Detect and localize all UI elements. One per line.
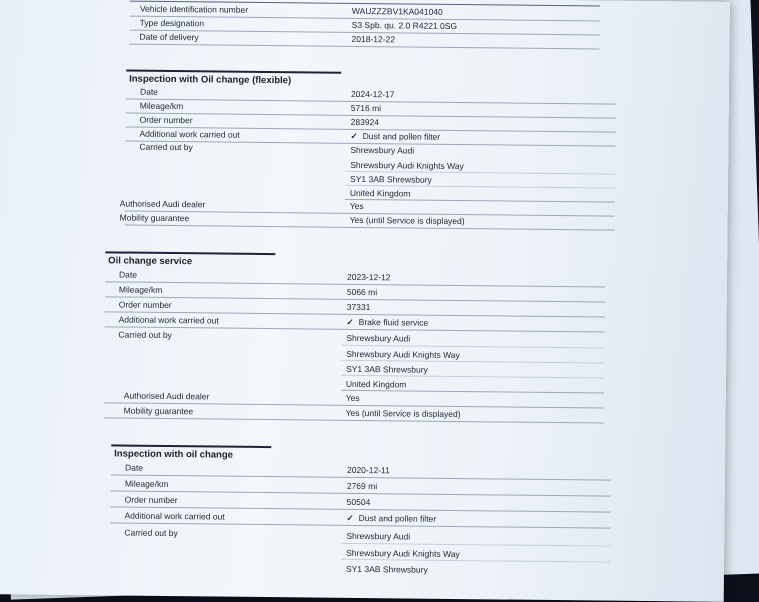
dealer-label: Authorised Audi dealer bbox=[119, 198, 206, 210]
carried-value: United Kingdom bbox=[349, 187, 411, 199]
order-label: Order number bbox=[118, 299, 172, 311]
mileage-value: 5066 mi bbox=[346, 286, 378, 298]
carried-value: SY1 3AB Shrewsbury bbox=[345, 563, 428, 575]
service-title-2: Oil change service bbox=[108, 255, 193, 268]
delivery-value: 2018-12-22 bbox=[351, 33, 396, 45]
additional-value: Dust and pollen filter bbox=[358, 512, 437, 524]
additional-value-wrap bbox=[347, 316, 429, 330]
date-label: Date bbox=[119, 269, 138, 280]
carried-label: Carried out by bbox=[124, 527, 178, 539]
dealer-value: Yes bbox=[349, 200, 364, 212]
date-value: 2023-12-12 bbox=[347, 271, 391, 283]
mobility-value: Yes (until Service is displayed) bbox=[349, 214, 465, 227]
mileage-label: Mileage/km bbox=[139, 100, 184, 112]
carried-value: SY1 3AB Shrewsbury bbox=[350, 173, 432, 185]
additional-value: Brake fluid service bbox=[358, 316, 429, 328]
vehicle-data-section bbox=[129, 0, 600, 54]
additional-row bbox=[110, 509, 610, 528]
carried-value: Shrewsbury Audi Knights Way bbox=[346, 348, 460, 361]
additional-value: Dust and pollen filter bbox=[362, 131, 441, 142]
section-rule bbox=[105, 251, 275, 255]
date-value: 2020-12-11 bbox=[346, 464, 390, 476]
additional-value-wrap bbox=[346, 512, 436, 526]
carried-label: Carried out by bbox=[139, 141, 193, 153]
order-label: Order number bbox=[124, 494, 178, 506]
check-icon: ✓ bbox=[350, 130, 358, 141]
type-value: S3 Spb. qu. 2.0 R4221 0SG bbox=[351, 19, 458, 31]
mobility-label: Mobility guarantee bbox=[123, 405, 194, 417]
additional-label: Additional work carried out bbox=[139, 128, 240, 140]
service-title-3: Inspection with oil change bbox=[114, 448, 234, 461]
vin-value: WAUZZZBV1KA041040 bbox=[351, 5, 443, 17]
order-value: 50504 bbox=[346, 496, 371, 508]
order-label: Order number bbox=[139, 114, 193, 126]
mobility-label: Mobility guarantee bbox=[119, 212, 190, 224]
mileage-label: Mileage/km bbox=[118, 284, 163, 295]
dealer-value: Yes bbox=[345, 392, 360, 403]
service-section-3 bbox=[110, 444, 611, 589]
carried-value: Shrewsbury Audi bbox=[346, 332, 411, 344]
service-section-1 bbox=[119, 70, 616, 245]
order-value: 37331 bbox=[346, 301, 371, 313]
carried-value: Shrewsbury Audi Knights Way bbox=[346, 547, 460, 560]
carried-line bbox=[341, 362, 604, 379]
carried-line bbox=[341, 332, 604, 349]
additional-value-wrap bbox=[350, 130, 440, 144]
type-label: Type designation bbox=[139, 17, 205, 29]
date-label: Date bbox=[139, 86, 159, 97]
date-label: Date bbox=[124, 462, 144, 473]
mileage-value: 2769 mi bbox=[346, 480, 378, 492]
mobility-value: Yes (until Service is displayed) bbox=[345, 407, 461, 420]
vin-label: Vehicle identification number bbox=[139, 3, 249, 15]
carried-line bbox=[341, 530, 610, 547]
mileage-value: 5716 mi bbox=[350, 102, 382, 114]
carried-value: Shrewsbury Audi bbox=[346, 530, 411, 542]
mileage-label: Mileage/km bbox=[124, 478, 169, 489]
carried-value: Shrewsbury Audi Knights Way bbox=[350, 159, 464, 172]
carried-label: Carried out by bbox=[118, 329, 172, 341]
service-section-2 bbox=[104, 251, 606, 426]
delivery-label: Date of delivery bbox=[139, 31, 199, 43]
additional-label: Additional work carried out bbox=[124, 510, 225, 522]
check-icon: ✓ bbox=[346, 316, 354, 327]
carried-value: United Kingdom bbox=[345, 378, 407, 390]
carried-line bbox=[341, 377, 604, 394]
dealer-label: Authorised Audi dealer bbox=[123, 390, 210, 402]
carried-line bbox=[341, 546, 610, 563]
service-title-1: Inspection with Oil change (flexible) bbox=[129, 73, 292, 87]
carried-value: Shrewsbury Audi bbox=[350, 144, 415, 156]
order-value: 283924 bbox=[350, 116, 380, 128]
date-value: 2024-12-17 bbox=[350, 88, 395, 100]
carried-line bbox=[341, 562, 610, 578]
additional-label: Additional work carried out bbox=[118, 314, 219, 326]
check-icon: ✓ bbox=[346, 512, 354, 523]
carried-line bbox=[341, 347, 604, 364]
section-rule bbox=[111, 444, 271, 448]
carried-value: SY1 3AB Shrewsbury bbox=[346, 363, 428, 375]
